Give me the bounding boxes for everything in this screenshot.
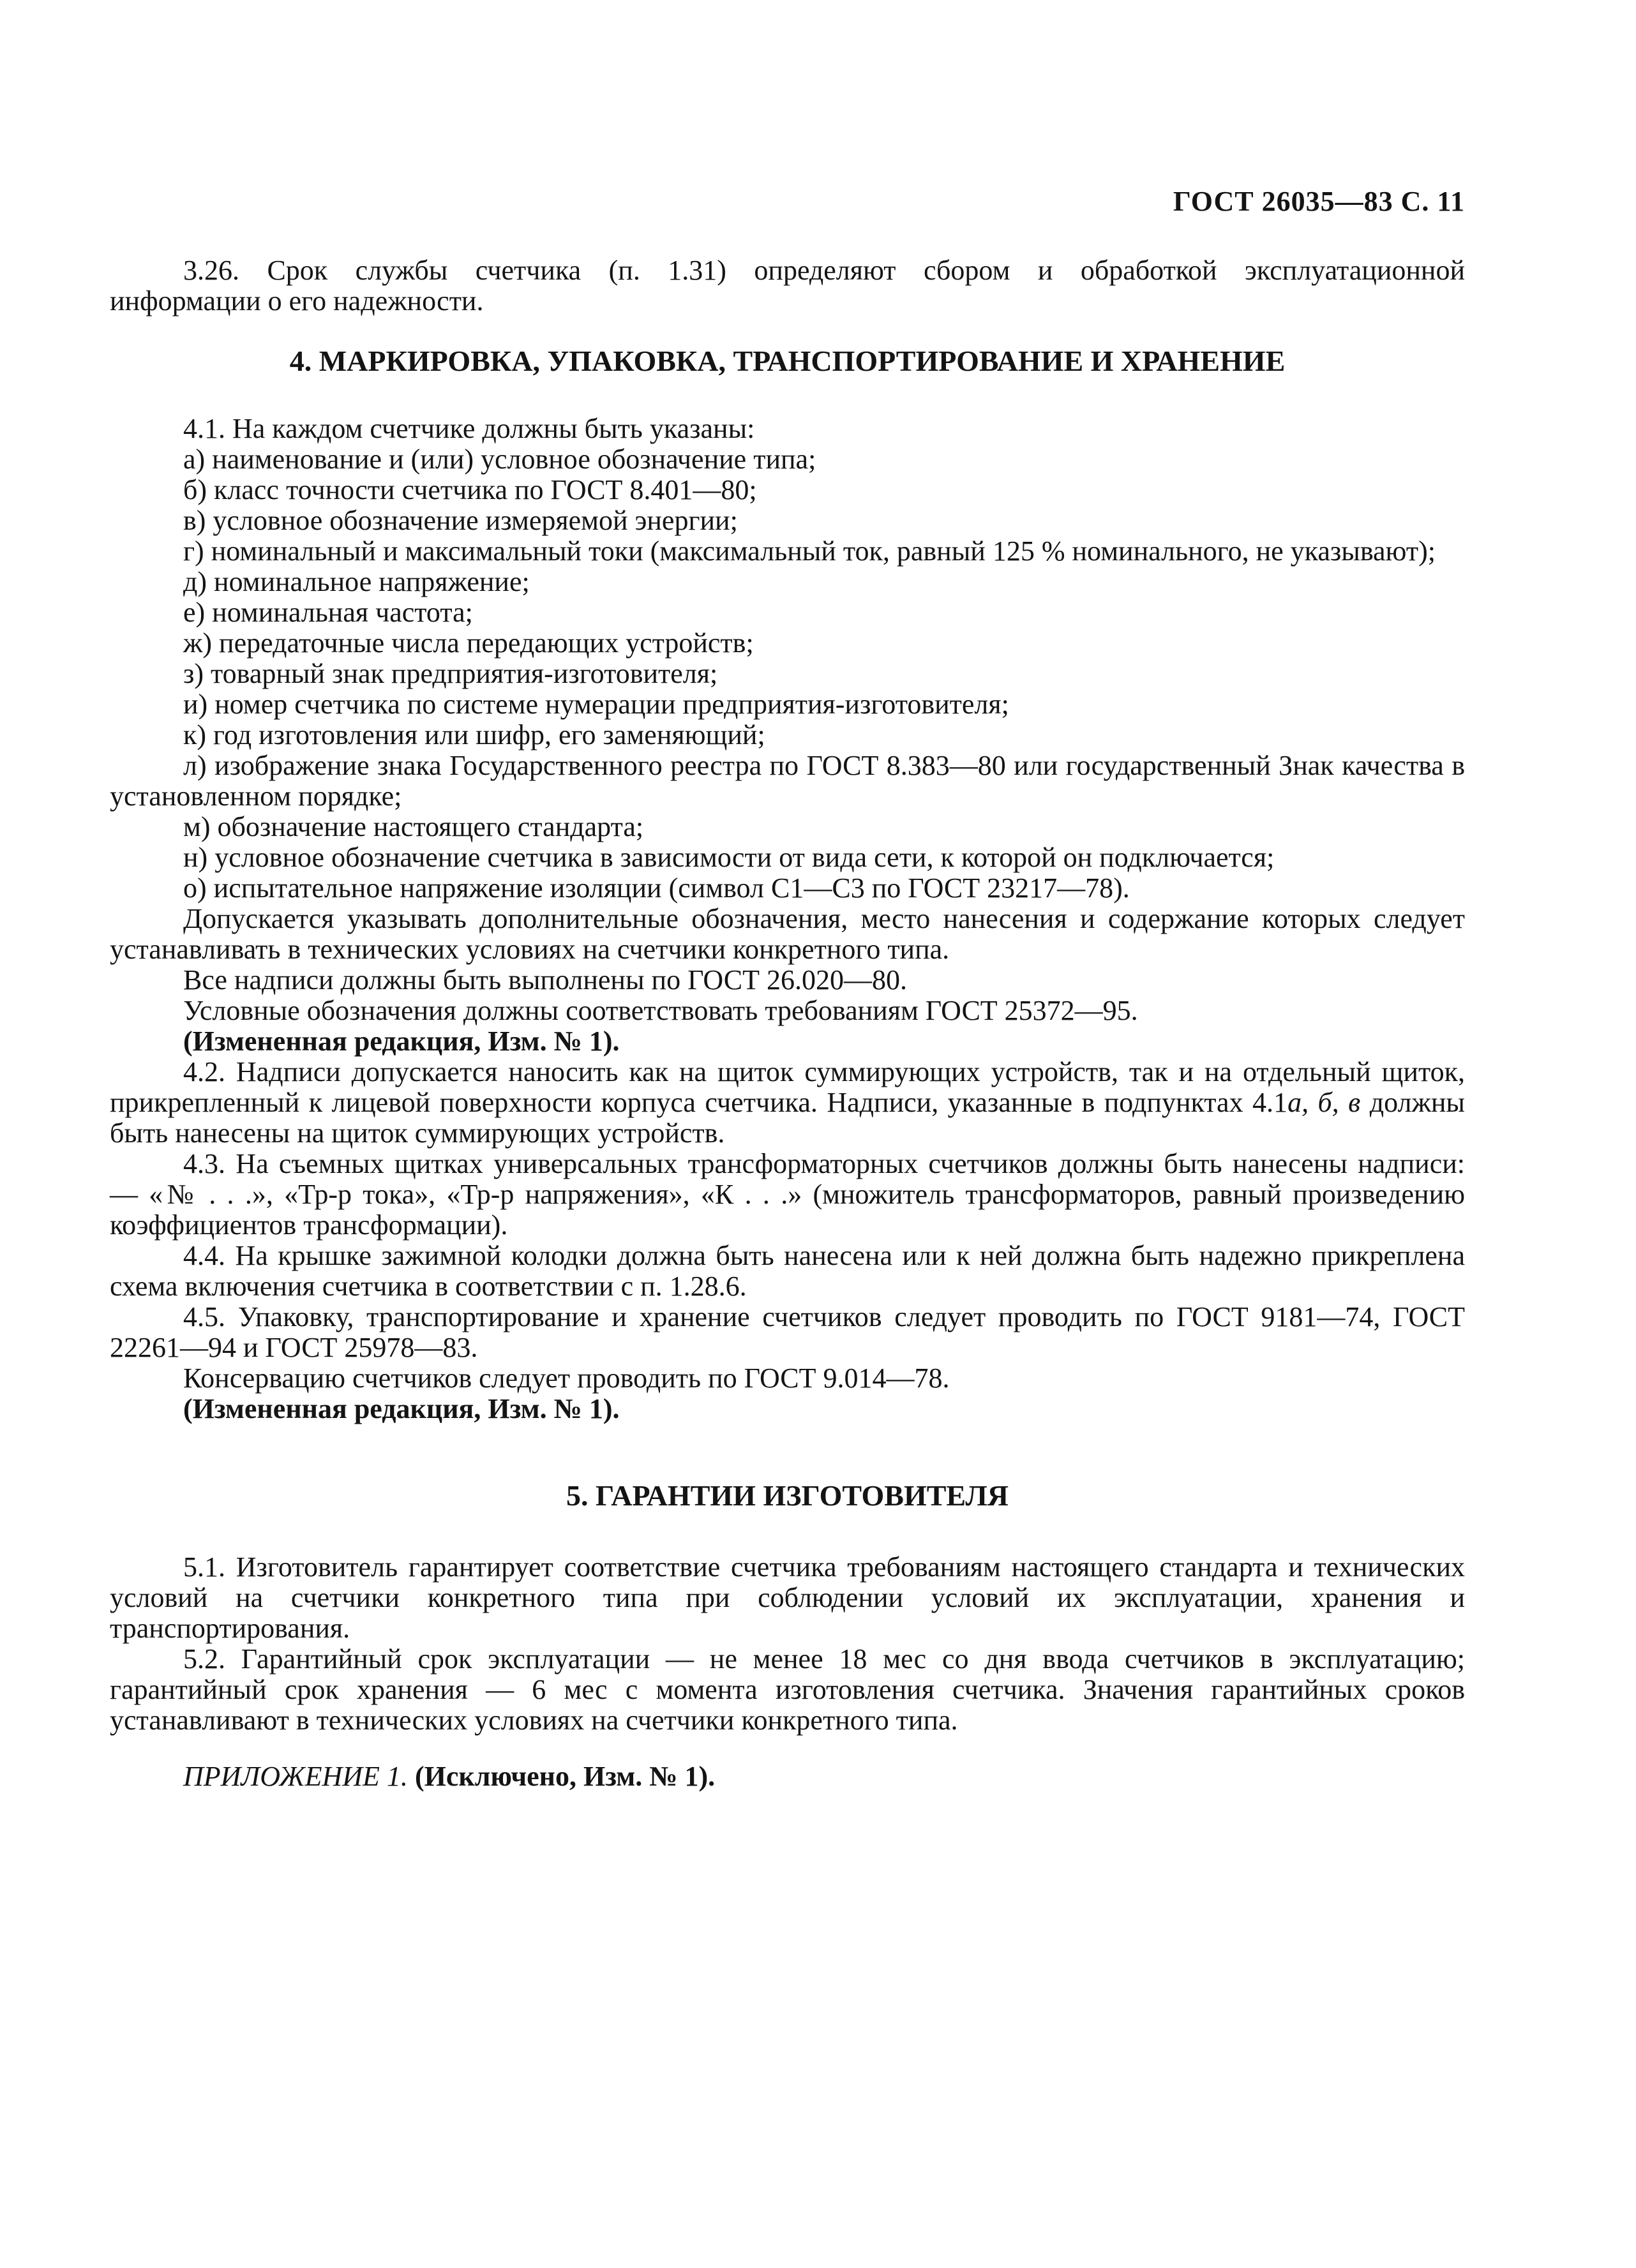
item-4-1-v: в) условное обозначение измеряемой энергии; [183, 505, 738, 536]
item-4-1-a: а) наименование и (или) условное обозначение типа; [183, 444, 816, 475]
item-4-1-g: г) номинальный и максимальный токи (максимальный ток, равный 125 % номинального, не указывают); [183, 535, 1436, 567]
item-4-1-n: н) условное обозначение счетчика в зависимости от вида сети, к которой он подключается; [183, 842, 1275, 873]
item-4-1-i: и) номер счетчика по системе нумерации предприятия-изготовителя; [183, 689, 1009, 720]
clause-4-1-additional: Допускается указывать дополнительные обозначения, место нанесения и содержание которых следует устанавливать в технических условиях на счетчики конкретного типа. [110, 903, 1465, 965]
item-4-1-zh: ж) передаточные числа передающих устройств; [183, 627, 754, 659]
item-4-1-e: е) номинальная частота; [183, 597, 473, 628]
clause-4-4: 4.4. На крышке зажимной колодки должна быть нанесена или к ней должна быть надежно прикреплена схема включения счетчика в соответствии с п. 1.28.6. [110, 1240, 1465, 1302]
clause-4-1: 4.1. На каждом счетчике должны быть указаны: [183, 413, 755, 444]
section-4-body [110, 414, 1465, 1424]
section-5-heading: 5. ГАРАНТИИ ИЗГОТОВИТЕЛЯ [566, 1479, 1009, 1512]
clause-4-5-conservation: Консервацию счетчиков следует проводить по ГОСТ 9.014—78. [183, 1362, 950, 1394]
clause-4-1-symbols: Условные обозначения должны соответствовать требованиям ГОСТ 25372—95. [183, 995, 1138, 1026]
section-4-heading: 4. МАРКИРОВКА, УПАКОВКА, ТРАНСПОРТИРОВАНИЕ И ХРАНЕНИЕ [289, 345, 1286, 377]
section-5-heading-wrap [110, 1479, 1465, 1512]
appendix-note [110, 1761, 1465, 1792]
clause-4-3: 4.3. На съемных щитках универсальных трансформаторных счетчиков должны быть нанесены надписи: — «№ . . .», «Тр-р тока», «Тр-р напряжения», «К . . .» (множитель трансформаторов, равный произведению коэффициентов трансформации). [110, 1148, 1465, 1241]
item-4-1-k: к) год изготовления или шифр, его заменяющий; [183, 719, 765, 750]
clause-3-26-line-2: информации о его надежности. [110, 285, 484, 317]
item-4-1-l: л) изображение знака Государственного реестра по ГОСТ 8.383—80 или государственный Знак качества в установленном порядке; [110, 750, 1465, 812]
item-4-1-b: б) класс точности счетчика по ГОСТ 8.401—80; [183, 474, 757, 505]
amendment-note-1-text: (Измененная редакция, Изм. № 1). [183, 1026, 620, 1057]
clause-3-26-line-1: 3.26. Срок службы счетчика (п. 1.31) определяют сбором и обработкой эксплуатационной [183, 255, 1465, 286]
clause-3-26 [110, 255, 1465, 317]
page-header: ГОСТ 26035—83 С. 11 [1173, 186, 1465, 217]
amendment-note-2-text: (Измененная редакция, Изм. № 1). [183, 1393, 620, 1424]
item-4-1-z: з) товарный знак предприятия-изготовителя; [183, 658, 718, 689]
amendment-note-1 [110, 1026, 1465, 1057]
clause-4-1-all-inscriptions: Все надписи должны быть выполнены по ГОСТ 26.020—80. [183, 964, 907, 996]
appendix-1-title: ПРИЛОЖЕНИЕ 1. [183, 1761, 408, 1792]
clause-4-2-italic-refs: а, б, в [1287, 1087, 1361, 1118]
item-4-1-d: д) номинальное напряжение; [183, 566, 530, 597]
clause-4-2 [110, 1057, 1465, 1149]
clause-5-1: 5.1. Изготовитель гарантирует соответствие счетчика требованиям настоящего стандарта и технических условий на счетчики конкретного типа при соблюдении условий их эксплуатации, хранения и транспортирования. [110, 1551, 1465, 1644]
clause-5-2: 5.2. Гарантийный срок эксплуатации — не менее 18 мес со дня ввода счетчиков в эксплуатацию; гарантийный срок хранения — 6 мес с момента изготовления счетчика. Значения гарантийных сроков устанавливают в технических условиях на счетчики конкретного типа. [110, 1643, 1465, 1736]
appendix-1-line [110, 1761, 1465, 1792]
clause-4-5: 4.5. Упаковку, транспортирование и хранение счетчиков следует проводить по ГОСТ 9181—74, ГОСТ 22261—94 и ГОСТ 25978—83. [110, 1301, 1465, 1363]
section-5-body [110, 1552, 1465, 1736]
clause-4-2-part-2: должны быть нанесены на щиток суммирующих устройств. [110, 1087, 1465, 1149]
item-4-1-o: о) испытательное напряжение изоляции (символ С1—С3 по ГОСТ 23217—78). [183, 872, 1130, 904]
clause-4-2-part-1: 4.2. Надписи допускается наносить как на щиток суммирующих устройств, так и на отдельный щиток, прикрепленный к лицевой поверхности корпуса счетчика. Надписи, указанные в подпунктах 4.1 [110, 1056, 1465, 1118]
section-4-heading-wrap [110, 345, 1465, 378]
amendment-note-2 [110, 1394, 1465, 1424]
item-4-1-m: м) обозначение настоящего стандарта; [183, 811, 644, 842]
appendix-1-status: (Исключено, Изм. № 1). [414, 1761, 716, 1792]
